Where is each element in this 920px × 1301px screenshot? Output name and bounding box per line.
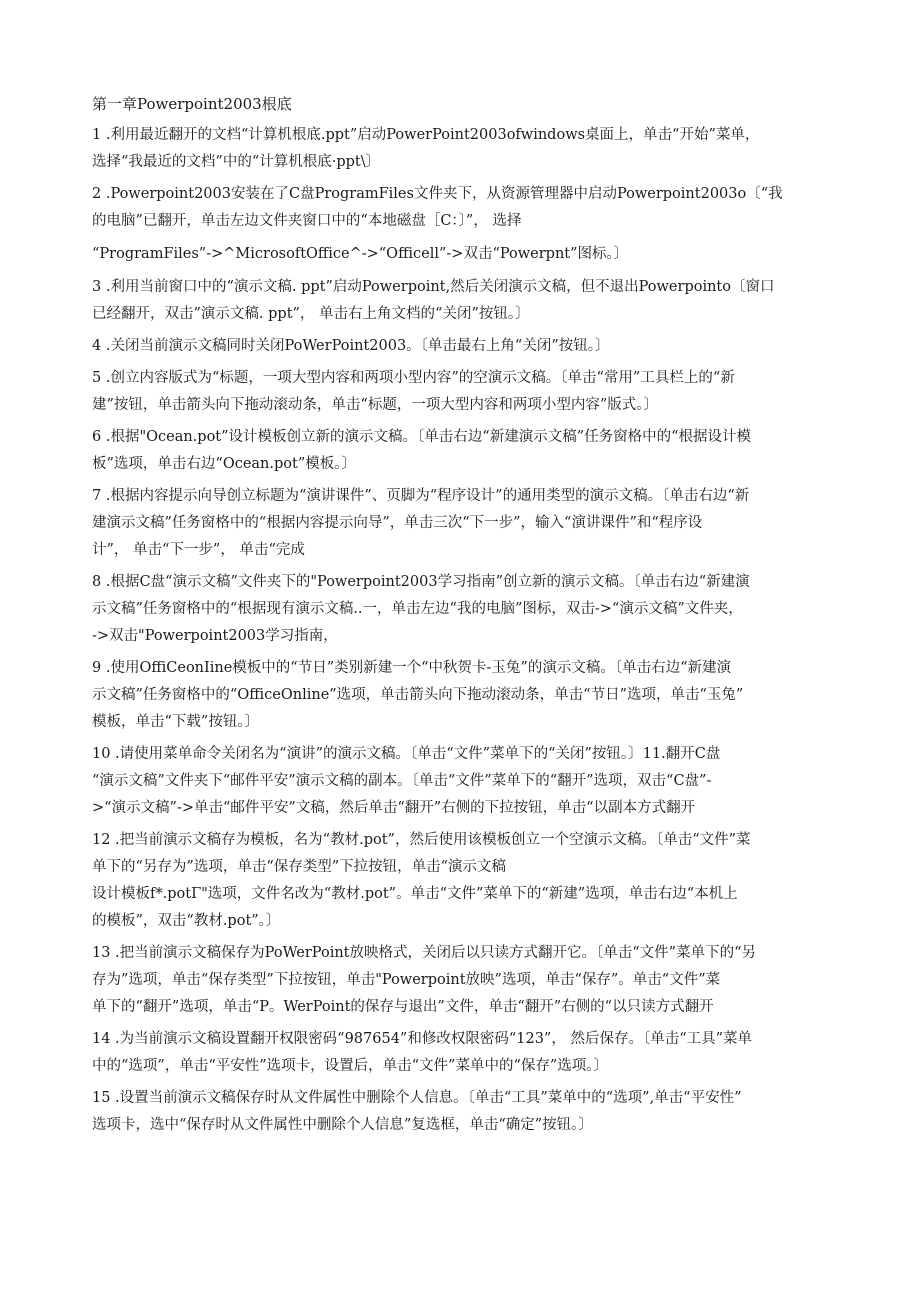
list-item-4	[92, 333, 830, 360]
item-line: >“演示文稿”->单击“邮件平安”文稿，然后单击“翻开”右侧的下拉按钮，单击“以副本方式翻开	[92, 800, 696, 816]
item-line: 存为”选项，单击“保存类型”下拉按钮，单击"Powerpoint放映”选项，单击“保存”。单击“文件”菜	[92, 972, 721, 988]
item-line: 示文稿”任务窗格中的“OfficeOnline”选项，单击箭头向下拖动滚动条，单击“节日”选项，单击“玉兔”	[92, 687, 744, 703]
item-line: 7 .根据内容提示向导创立标题为“演讲课件”、页脚为“程序设计”的通用类型的演示文稿。〔单击右边“新	[92, 488, 750, 504]
item-line: 4 .关闭当前演示文稿同时关闭PoWerPoint2003。〔单击最右上角“关闭”按钮。〕	[92, 338, 610, 354]
item-line: “ProgramFiles”->^MicrosoftOffice^->“Officell”->双击“Powerpnt”图标。〕	[92, 246, 629, 262]
item-line: 单下的“翻开”选项，单击“P。WerPoint的保存与退出”文件，单击“翻开”右侧的“以只读方式翻开	[92, 999, 714, 1015]
item-line: 模板，单击“下载”按钮。〕	[92, 714, 260, 730]
item-line: 单下的“另存为”选项，单击“保存类型”下拉按钮，单击“演示文稿	[92, 859, 507, 875]
list-item-2	[92, 181, 830, 268]
item-line: 6 .根据"Ocean.pot”设计模板创立新的演示文稿。〔单击右边“新建演示文稿”任务窗格中的“根据设计模	[92, 429, 752, 445]
item-line: 13 .把当前演示文稿保存为PoWerPoint放映格式，关闭后以只读方式翻开它。〔单击“文件”菜单下的“另	[92, 945, 756, 961]
list-item-7	[92, 483, 830, 564]
item-line: 9 .使用OffiCeonIine模板中的“节日”类别新建一个“中秋贺卡-玉兔”的演示文稿。〔单击右边“新建演	[92, 660, 732, 676]
item-line: 设计模板f*.potΓ"选项，文件名改为“教材.pot”。单击“文件”菜单下的“新建”选项，单击右边“本机上	[92, 886, 738, 902]
list-item-9	[92, 655, 830, 736]
item-line: 10 .请使用菜单命令关闭名为“演讲”的演示文稿。〔单击“文件”菜单下的“关闭”按钮。〕11.翻开C盘	[92, 746, 721, 762]
list-item-13	[92, 940, 830, 1021]
item-line: 的模板”，双击“教材.pot”。〕	[92, 913, 281, 929]
item-line: ->双击"Powerpoint2003学习指南，	[92, 628, 338, 644]
item-line: 1 .利用最近翻开的文档“计算机根底.ppt”启动PowerPoint2003ofwindows桌面上，单击“开始”菜单，	[92, 127, 760, 143]
item-line: 2 .Powerpoint2003安装在了C盘ProgramFiles文件夹下，从资源管理器中启动Powerpoint2003o〔“我	[92, 186, 783, 202]
chapter-title: 第一章Powerpoint2003根底	[92, 95, 292, 113]
item-line: 14 .为当前演示文稿设置翻开权限密码“987654”和修改权限密码“123”， 然后保存。〔单击“工具”菜单	[92, 1031, 753, 1047]
document-page	[92, 92, 830, 1144]
item-line: 已经翻开，双击”演示文稿. ppt”， 单击右上角文档的“关闭”按钮。〕	[92, 306, 530, 322]
item-line: 5 .创立内容版式为“标题，一项大型内容和两项小型内容”的空演示文稿。〔单击“常用”工具栏上的“新	[92, 370, 735, 386]
list-item-12	[92, 827, 830, 935]
list-item-6	[92, 424, 830, 478]
item-line: 8 .根据C盘“演示文稿”文件夹下的"Powerpoint2003学习指南”创立新的演示文稿。〔单击右边“新建演	[92, 574, 750, 590]
item-line: 选择“我最近的文档”中的“计算机根底·ppt\〕	[92, 154, 381, 170]
list-item-14	[92, 1026, 830, 1080]
list-item-8	[92, 569, 830, 650]
item-line: 计”， 单击“下一步”， 单击“完成	[92, 542, 305, 558]
item-line: 15 .设置当前演示文稿保存时从文件属性中删除个人信息。〔单击“工具”菜单中的“选项”,单击“平安性”	[92, 1090, 742, 1106]
item-line: 3 .利用当前窗口中的“演示文稿. ppt”启动Powerpoint,然后关闭演示文稿，但不退出Powerpointo〔窗口	[92, 279, 775, 295]
list-item-15	[92, 1085, 830, 1139]
item-line: 建演示文稿”任务窗格中的“根据内容提示向导”，单击三次“下一步”，输入“演讲课件”和“程序设	[92, 515, 703, 531]
item-line: 示文稿”任务窗格中的“根据现有演示文稿..一，单击左边“我的电脑”图标，双击->“演示文稿”文件夹，	[92, 601, 743, 617]
list-item-1	[92, 122, 830, 176]
item-line: 板”选项，单击右边“Ocean.pot”模板。〕	[92, 456, 357, 472]
list-item-3	[92, 274, 830, 328]
item-line: 的电脑”已翻开，单击左边文件夹窗口中的“本地磁盘［C：〕”， 选择	[92, 213, 522, 229]
item-line: 选项卡，选中“保存时从文件属性中删除个人信息”复选框，单击“确定”按钮。〕	[92, 1117, 593, 1133]
item-line: 中的“选项”，单击“平安性”选项卡，设置后，单击“文件”菜单中的“保存”选项。〕	[92, 1058, 609, 1074]
item-line: 12 .把当前演示文稿存为模板，名为“教材.pot”，然后使用该模板创立一个空演示文稿。〔单击“文件”菜	[92, 832, 751, 848]
list-item-10	[92, 741, 830, 822]
item-line: “演示文稿”文件夹下“邮件平安”演示文稿的副本。〔单击“文件”菜单下的“翻开”选项，双击“C盘”-	[92, 773, 712, 789]
list-item-5	[92, 365, 830, 419]
item-line: 建”按钮，单击箭头向下拖动滚动条，单击“标题，一项大型内容和两项小型内容”版式。〕	[92, 397, 658, 413]
